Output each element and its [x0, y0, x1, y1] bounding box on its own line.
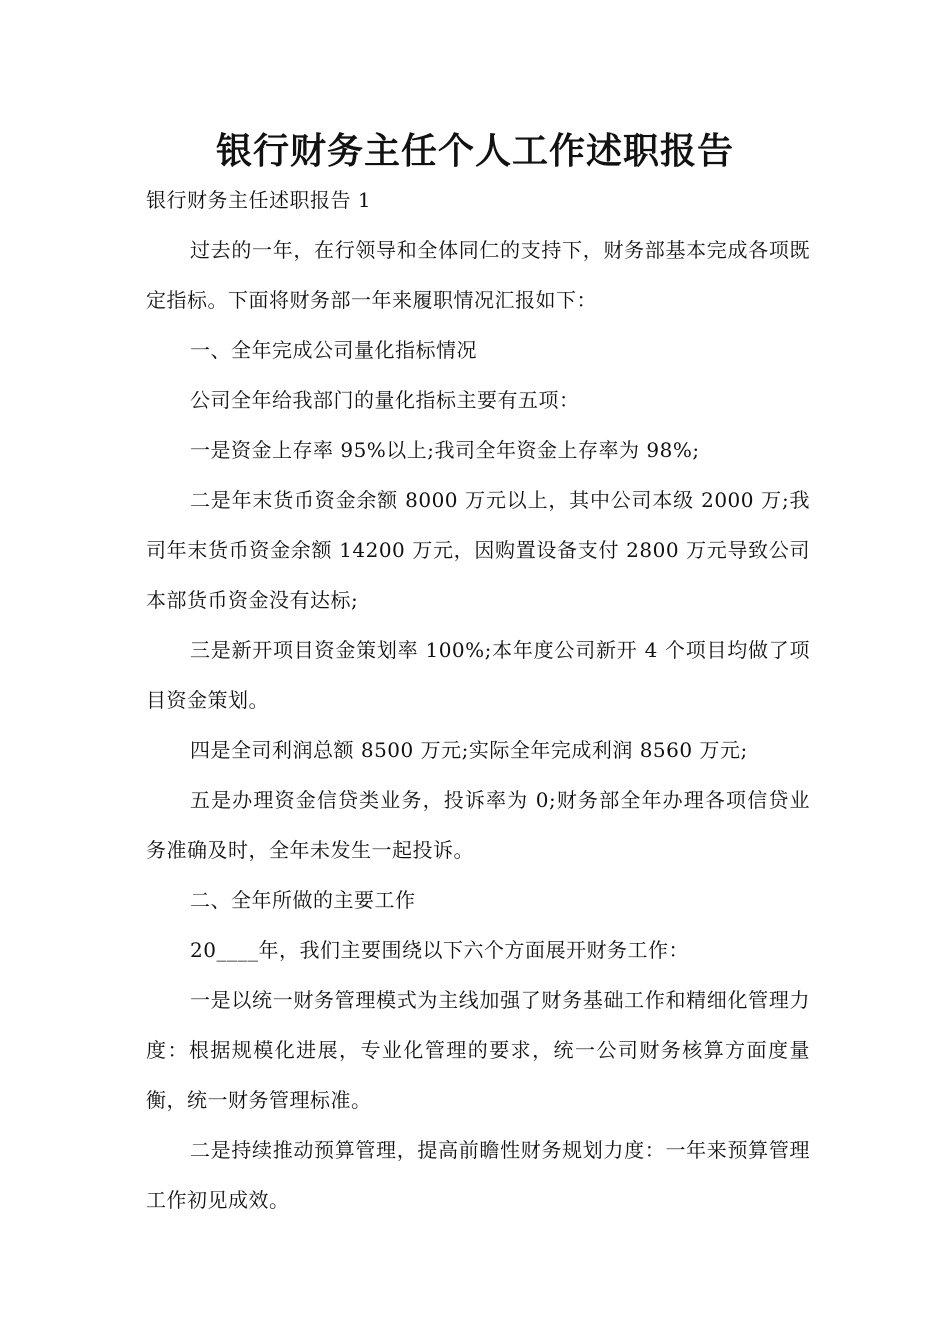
paragraph: 二是年末货币资金余额 8000 万元以上，其中公司本级 2000 万;我司年末货币资金余额 14200 万元，因购置设备支付 2800 万元导致公司本部货币资金没有达标; [146, 488, 810, 612]
paragraph: 二是持续推动预算管理，提高前瞻性财务规划力度：一年来预算管理工作初见成效。 [146, 1138, 810, 1212]
paragraph: 四是全司利润总额 8500 万元;实际全年完成利润 8560 万元; [190, 738, 748, 762]
paragraph: 20____年，我们主要围绕以下六个方面展开财务工作： [190, 938, 689, 962]
document-title: 银行财务主任个人工作述职报告 [215, 131, 734, 172]
paragraph: 三是新开项目资金策划率 100%;本年度公司新开 4 个项目均做了项目资金策划。 [146, 638, 810, 712]
paragraph: 一是以统一财务管理模式为主线加强了财务基础工作和精细化管理力度：根据规模化进展，专业化管理的要求，统一公司财务核算方面度量衡，统一财务管理标准。 [146, 988, 810, 1112]
section-heading-1: 一、全年完成公司量化指标情况 [190, 338, 477, 362]
document-body [146, 181, 810, 1225]
paragraph: 一是资金上存率 95%以上;我司全年资金上存率为 98%; [190, 438, 700, 462]
paragraph: 公司全年给我部门的量化指标主要有五项： [190, 388, 580, 412]
section-heading-2: 二、全年所做的主要工作 [190, 888, 416, 912]
paragraph: 五是办理资金信贷类业务，投诉率为 0;财务部全年办理各项信贷业务准确及时，全年未发生一起投诉。 [146, 788, 810, 862]
document-subtitle: 银行财务主任述职报告 1 [146, 188, 372, 212]
paragraph-intro: 过去的一年，在行领导和全体同仁的支持下，财务部基本完成各项既定指标。下面将财务部一年来履职情况汇报如下： [146, 238, 810, 312]
